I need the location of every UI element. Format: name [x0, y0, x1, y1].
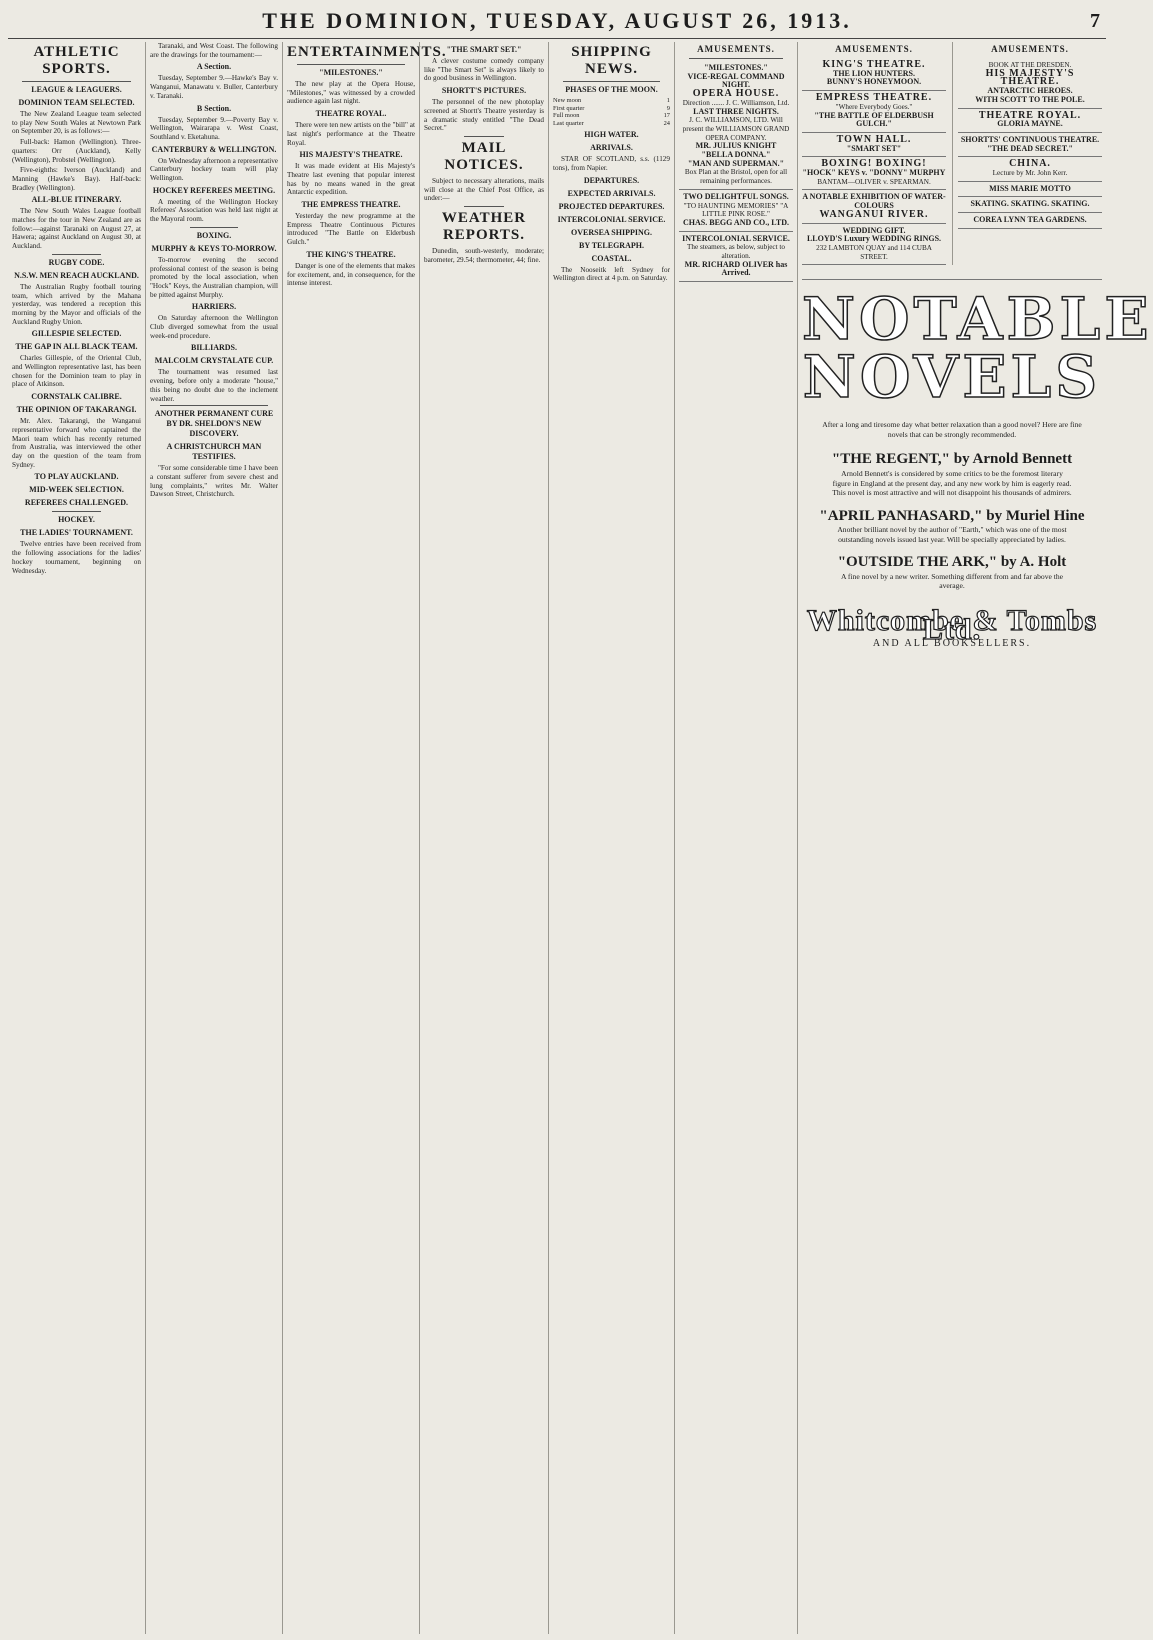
advert-title: WANGANUI RIVER.: [819, 208, 929, 220]
advert-line: "MAN AND SUPERMAN.": [687, 158, 785, 168]
section-heading: MAIL NOTICES.: [444, 139, 524, 173]
advert-service: [679, 232, 793, 283]
article-text: The personnel of the new photoplay screened at Shortt's Theatre yesterday is a dramatic study entitled "The Dead Secret.": [424, 98, 544, 133]
advert-title: THEATRE ROYAL.: [978, 109, 1082, 121]
advert-line: "MILESTONES.": [704, 63, 768, 72]
article-text: Mr. Alex. Takarangi, the Wanganui representative forward who captained the Maori team which has recently returned from Australia, was interviewed the other day on the question of the team from Sydney.: [12, 417, 141, 469]
page-number: 7: [1090, 10, 1100, 32]
article-text: Twelve entries have been received from the following associations for the ladies' hockey tournament, beginning on Wednesday.: [12, 540, 141, 575]
column-entertainments: [282, 42, 447, 1634]
advert-skating: [958, 197, 1102, 213]
advert-line: CHAS. BEGG AND CO., LTD.: [683, 217, 789, 227]
advert-line: J. C. WILLIAMSON, LTD. Will present the WILLIAMSON GRAND OPERA COMPANY.: [682, 116, 790, 142]
subheading: TO PLAY AUCKLAND.: [34, 472, 119, 482]
article-text: A meeting of the Wellington Hockey Referees' Association was held last night at the Mayoral room.: [150, 197, 278, 224]
subheading: EXPECTED ARRIVALS.: [567, 188, 656, 198]
book-title: "APRIL PANHASARD," by Muriel Hine: [819, 507, 1085, 524]
table-cell: 24: [663, 119, 670, 127]
subheading: PROJECTED DEPARTURES.: [558, 201, 665, 211]
subheading: THE EMPRESS THEATRE.: [301, 200, 401, 210]
advert-title: COREA LYNN TEA GARDENS.: [973, 215, 1087, 225]
newspaper-title: THE DOMINION, TUESDAY, AUGUST 26, 1913.: [262, 8, 852, 33]
subheading: REFEREES CHALLENGED.: [24, 498, 129, 508]
publisher-block: [802, 603, 1102, 650]
advert-recital: [958, 182, 1102, 198]
advert-line: ANTARCTIC HEROES.: [987, 86, 1073, 96]
subheading: THEATRE ROYAL.: [315, 109, 387, 119]
column-smart-set-mail: [419, 42, 548, 1634]
advert-line: Lecture by Mr. John Kerr.: [992, 169, 1068, 178]
divider: [563, 81, 660, 82]
table-cell: 17: [663, 112, 670, 120]
notable-novels-intro: After a long and tiresome day what better relaxation than a good novel? Here are fine novels that can be strongly recommended.: [822, 420, 1082, 439]
advert-wedding-rings: [802, 224, 946, 266]
table-cell: Full moon: [553, 112, 580, 120]
article-text: Five-eighths: Iverson (Auckland) and Manning (Hawke's Bay). Half-back: Bradley (Wellington).: [12, 166, 141, 192]
divider: [52, 254, 101, 255]
subheading: A Section.: [196, 62, 232, 72]
subheading: SHORTT'S PICTURES.: [441, 86, 527, 96]
section-heading: SHIPPING NEWS.: [571, 44, 652, 77]
section-heading: ATHLETIC SPORTS.: [33, 44, 120, 77]
advert-town-hall: [802, 133, 946, 157]
advert-line: LAST THREE NIGHTS.: [693, 106, 779, 116]
column-amusements-right: [797, 42, 1153, 1634]
divider: [52, 511, 101, 512]
subheading: COASTAL.: [591, 253, 632, 263]
advert-line: "Where Everybody Goes.": [835, 102, 913, 111]
article-text: A clever costume comedy company like "The Smart Set" is always likely to do good business in Wellington.: [424, 57, 544, 83]
advert-title: TOWN HALL.: [836, 133, 912, 145]
table-cell: 1: [666, 97, 670, 104]
table-row: [553, 105, 670, 113]
article-text: STAR OF SCOTLAND, s.s. (1129 tons), from Napier.: [553, 155, 670, 173]
subheading: BILLIARDS.: [190, 343, 237, 353]
advert-title: MISS MARIE MOTTO: [989, 183, 1071, 193]
table-cell: First quarter: [553, 104, 585, 112]
article-text: Danger is one of the elements that makes for excitement, and, in consequence, for the intense interest.: [287, 261, 415, 288]
column-hockey-boxing: [145, 42, 282, 1634]
advert-title: KING'S THEATRE.: [822, 59, 926, 70]
advert-line: Box Plan at the Bristol, open for all remaining performances.: [684, 168, 788, 186]
book-title: "OUTSIDE THE ARK," by A. Holt: [837, 554, 1067, 571]
advert-opera-house: [679, 61, 793, 190]
column-amusements-left: [674, 42, 797, 1634]
subheading: HOCKEY.: [58, 515, 95, 525]
moon-phase-table: [553, 97, 670, 127]
divider: [22, 81, 131, 82]
advert-line: "THE DEAD SECRET.": [987, 143, 1073, 153]
advert-songs: [679, 190, 793, 232]
advert-line: "HOCK" KEYS v. "DONNY" MURPHY: [802, 168, 946, 178]
amusements-subcolumn-b: [952, 42, 1102, 265]
book-entry: [812, 554, 1092, 591]
advert-line: GLORIA MAYNE.: [997, 119, 1063, 129]
article-text: There were ten new artists on the "bill" at last night's performance at the Theatre Royal.: [287, 121, 415, 147]
advert-line: MR. RICHARD OLIVER has Arrived.: [684, 259, 788, 278]
subheading: BY TELEGRAPH.: [579, 240, 644, 250]
section-heading: AMUSEMENTS.: [991, 44, 1069, 54]
advert-title: SHORTTS' CONTINUOUS THEATRE.: [960, 134, 1100, 144]
article-text: The tournament was resumed last evening, before only a moderate "house," this being no doubt due to the inclement weather.: [150, 368, 278, 403]
table-cell: 9: [666, 104, 670, 112]
advert-line: MR. JULIUS KNIGHT: [695, 141, 777, 151]
advert-title: CHINA.: [1009, 158, 1051, 170]
advert-line: VICE-REGAL COMMAND NIGHT.: [687, 71, 785, 90]
advert-line: BUNNY'S HONEYMOON.: [826, 77, 922, 87]
advert-heading: ANOTHER PERMANENT CURE BY DR. SHELDON'S NEW DISCOVERY.: [154, 409, 274, 439]
subheading: HIS MAJESTY'S THEATRE.: [299, 150, 403, 160]
subheading: ALL-BLUE ITINERARY.: [31, 195, 122, 205]
article-text: The New South Wales League football matches for the tour in New Zealand are as follow:—against Taranaki on August 27, at Hawera; against Auckland on August 30, at Auckland.: [12, 207, 141, 251]
subheading: LEAGUE & LEAGUERS.: [31, 85, 122, 94]
article-text: The Nooseitk left Sydney for Wellington direct at 4 p.m. on Saturday.: [553, 265, 670, 283]
advert-boxing: [802, 157, 946, 190]
subheading: CORNSTALK CALIBRE.: [31, 392, 122, 402]
advert-china-lecture: [958, 157, 1102, 181]
article-text: On Wednesday afternoon a representative Canterbury hockey team will play Wellington.: [150, 156, 278, 183]
subheading: RUGBY CODE.: [48, 257, 105, 267]
advert-line: Direction ....... J. C. Williamson, Ltd.: [682, 98, 790, 107]
advert-text: "For some considerable time I have been a constant sufferer from severe chest and lung complaints," writes Mr. Walter Dawson Street, Christchurch.: [150, 464, 278, 499]
advert-line: The steamers, as below, subject to alteration.: [687, 243, 785, 261]
table-cell: New moon: [553, 97, 582, 104]
advert-empress-theatre: [802, 91, 946, 133]
subheading: HARRIERS.: [191, 302, 237, 312]
subheading: THE KING'S THEATRE.: [306, 249, 396, 259]
article-text: The New Zealand League team selected to play New South Wales at Newtown Park on September 20, is as follows:—: [12, 110, 141, 136]
advert-line: "TO HAUNTING MEMORIES" "A LITTLE PINK ROSE.": [683, 201, 789, 219]
divider: [464, 136, 504, 137]
advert-line: WEDDING GIFT.: [842, 225, 906, 235]
subheading: OVERSEA SHIPPING.: [571, 227, 652, 237]
advert-tea-gardens: [958, 213, 1102, 229]
table-row: [553, 120, 670, 128]
publisher-name: Whitcombe & Tombs Ltd.: [806, 603, 1098, 646]
subheading: DOMINION TEAM SELECTED.: [18, 98, 135, 107]
article-text: The Australian Rugby football touring team, which arrived by the Mahana yesterday, was tendered a reception this morning by the Mayor and officials of the Auckland Rugby Union.: [12, 282, 141, 326]
subheading: BOXING.: [196, 230, 232, 240]
masthead: [8, 4, 1106, 39]
advert-theatre-royal: [958, 109, 1102, 133]
divider: [160, 405, 268, 406]
table-row: [553, 97, 670, 105]
subheading: "MILESTONES.": [319, 68, 383, 77]
section-heading: AMUSEMENTS.: [835, 44, 913, 54]
article-text: It was made evident at His Majesty's Theatre last evening that popular interest has by no means waned in the great Antarctic expedition.: [287, 162, 415, 197]
section-heading: AMUSEMENTS.: [697, 44, 775, 54]
article-text: Full-back: Hamon (Wellington). Three-quarters: Orr (Auckland), Kelly (Wellington), Probstel (Wellington).: [12, 138, 141, 164]
column-shipping-news: [548, 42, 674, 1634]
subheading: MALCOLM CRYSTALATE CUP.: [154, 356, 274, 366]
advert-subheading: A CHRISTCHURCH MAN TESTIFIES.: [166, 442, 262, 462]
subheading: GILLESPIE SELECTED.: [31, 329, 122, 339]
subheading: "THE SMART SET.": [446, 45, 522, 54]
article-text: Yesterday the new programme at the Empress Theatre Continuous Pictures introduced "The Battle on Elderbush Gulch.": [287, 212, 415, 247]
subheading: HIGH WATER.: [584, 130, 639, 140]
advert-line: BOOK AT THE DRESDEN.: [988, 61, 1072, 69]
publisher-subline: AND ALL BOOKSELLERS.: [872, 638, 1032, 650]
advert-title: OPERA HOUSE.: [692, 88, 780, 100]
subheading: B Section.: [196, 103, 232, 113]
divider: [190, 227, 238, 228]
advert-kings-theatre: [802, 58, 946, 91]
advert-title: HIS MAJESTY'S THEATRE.: [985, 67, 1075, 88]
advert-title: BOXING! BOXING!: [821, 158, 927, 170]
subheading: HOCKEY REFEREES MEETING.: [152, 185, 276, 195]
article-text: The new play at the Opera House, "Milestones," was witnessed by a crowded audience again last night.: [287, 80, 415, 106]
advert-line: "THE BATTLE OF ELDERBUSH GULCH.": [814, 110, 934, 129]
notable-novels-title: NOTABLE NOVELS: [802, 285, 1153, 412]
article-text: Tuesday, September 9.—Hawke's Bay v. Wanganui, Manawatu v. Buller, Canterbury v. Taranaki.: [150, 74, 278, 100]
section-heading: ENTERTAINMENTS.: [287, 44, 447, 60]
book-title: "THE REGENT," by Arnold Bennett: [831, 451, 1073, 468]
book-entry: [812, 507, 1092, 545]
subheading: DEPARTURES.: [583, 175, 640, 185]
advert-line: 232 LAMBTON QUAY and 114 CUBA STREET.: [816, 243, 932, 261]
subheading: MID-WEEK SELECTION.: [29, 485, 124, 495]
section-heading: WEATHER REPORTS.: [441, 210, 527, 244]
article-text: Subject to necessary alterations, mails will close at the Chief Post Office, as under:—: [424, 176, 544, 203]
divider: [297, 64, 405, 65]
subheading: THE OPINION OF TAKARANGI.: [16, 405, 137, 415]
advert-title: SKATING. SKATING. SKATING.: [970, 199, 1090, 209]
notable-novels-advert: [802, 279, 1153, 650]
divider: [689, 58, 783, 59]
subheading: PHASES OF THE MOON.: [565, 85, 658, 94]
article-text: Dunedin, south-westerly, moderate; barometer, 29.54; thermometer, 44; fine.: [424, 247, 544, 264]
advert-line: TWO DELIGHTFUL SONGS.: [683, 191, 789, 201]
book-description: Arnold Bennett's is considered by some critics to be the foremost literary figure in England at the present day, and any new work by him is eagerly read. This novel is most attractive and will not disappoint his thousands of admirers.: [832, 469, 1072, 498]
advert-shortts: [958, 133, 1102, 157]
advert-line: "BELLA DONNA.": [701, 150, 771, 160]
book-entry: [812, 451, 1092, 498]
advert-title: EMPRESS THEATRE.: [815, 92, 933, 104]
advert-exhibition: [802, 190, 946, 223]
table-cell: Last quarter: [553, 119, 584, 127]
advert-line: WITH SCOTT TO THE POLE.: [975, 94, 1085, 104]
column-athletic-sports: [8, 42, 145, 1634]
advert-line: A NOTABLE EXHIBITION OF WATER-COLOURS: [802, 192, 946, 211]
table-row: [553, 112, 670, 120]
divider: [464, 206, 504, 207]
advert-his-majestys: [958, 58, 1102, 109]
advert-line: BANTAM—OLIVER v. SPEARMAN.: [817, 177, 931, 186]
advert-line: THE LION HUNTERS.: [832, 68, 916, 78]
article-text: Charles Gillespie, of the Oriental Club, and Wellington representative last, has been chosen for the Dominion team to play in place of Atkinson.: [12, 354, 141, 389]
article-text: Tuesday, September 9.—Poverty Bay v. Wellington, Wairarapa v. West Coast, Southland v. Eketahuna.: [150, 115, 278, 141]
book-description: Another brilliant novel by the author of "Earth," which was one of the most outstanding novels issued last year. Will be specially appreciated by ladies.: [837, 525, 1067, 544]
subheading: CANTERBURY & WELLINGTON.: [151, 144, 277, 154]
article-text: To-morrow evening the second professional contest of the season is being promoted by the local association, when "Hock" Keys, the Australian champion, will be pitted against Murphy.: [150, 255, 278, 299]
book-description: A fine novel by a new writer. Something different from and far above the average.: [840, 571, 1064, 591]
article-text: On Saturday afternoon the Wellington Club diverged somewhat from the usual week-end procedure.: [150, 314, 278, 340]
advert-line: "SMART SET": [846, 143, 902, 153]
subheading: INTERCOLONIAL SERVICE.: [557, 214, 666, 224]
subheading: N.S.W. MEN REACH AUCKLAND.: [14, 270, 139, 280]
subheading: THE LADIES' TOURNAMENT.: [20, 528, 133, 538]
article-text: Taranaki, and West Coast. The following are the drawings for the tournament:—: [150, 42, 278, 59]
subheading: MURPHY & KEYS TO-MORROW.: [151, 243, 277, 253]
amusements-subcolumn-a: [802, 42, 946, 265]
advert-line: LLOYD'S Luxury WEDDING RINGS.: [806, 234, 942, 244]
subheading: ARRIVALS.: [590, 143, 633, 153]
subheading: THE GAP IN ALL BLACK TEAM.: [15, 342, 138, 352]
advert-line: INTERCOLONIAL SERVICE.: [682, 233, 790, 243]
